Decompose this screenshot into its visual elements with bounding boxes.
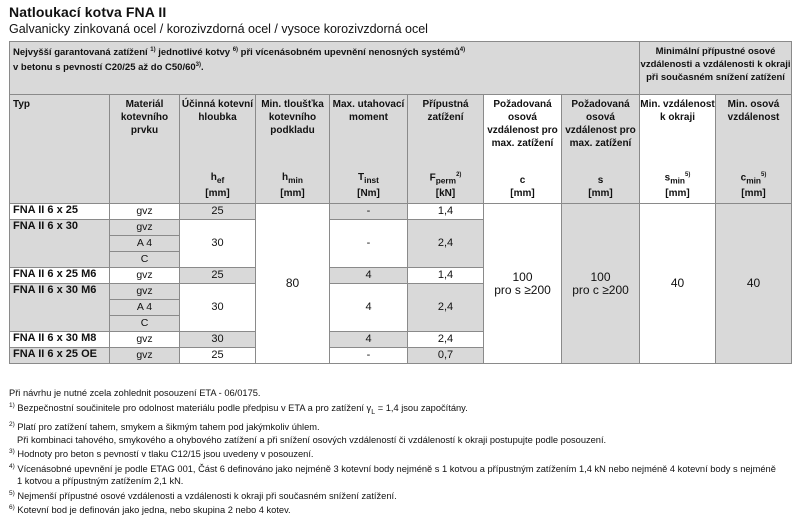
- row-fperm: 1,4: [408, 204, 484, 220]
- note-1: $^{1)}$ Bezpečnostní součinitele pro odolnost materiálu podle předpisu v ETA a pro zatížení $\gamma_L = 1,4$ jsou započítány.: [9, 401, 468, 416]
- cell-smin: 40: [640, 204, 716, 364]
- row-material: C: [110, 252, 180, 268]
- spec-table: [9, 41, 792, 364]
- row-fperm: 0,7: [408, 348, 484, 364]
- row-material: gvz: [110, 284, 180, 300]
- cell-c: 100 pro s ≥200: [484, 204, 562, 364]
- col-header-tinst: Max. utahovací moment $T_{inst}$ [Nm]: [330, 95, 408, 204]
- row-hef: 30: [180, 220, 256, 268]
- footnotes: [9, 387, 791, 517]
- note-4: $^{4)}$ Vícenásobné upevnění je podle ETAG 001, Část 6 definováno jako nejméně 3 kotevní body nejméně s 1 kotvou a přípustným zatížením 1,4 kN nebo nejméně 4 kotevní body s nejméně: [9, 462, 776, 474]
- row-material: gvz: [110, 332, 180, 348]
- row-type: FNA II 6 x 30: [10, 220, 110, 268]
- col-header-typ: Typ: [10, 95, 110, 204]
- note-4b: 1 kotvou a přípustným zatížením 2,1 kN.: [17, 476, 184, 487]
- col-header-hmin: Min. tloušťka kotevního podkladu $h_{min}$ [mm]: [256, 95, 330, 204]
- row-tinst: 4: [330, 332, 408, 348]
- col-header-c: Požadovaná osová vzdálenost pro max. zatížení c [mm]: [484, 95, 562, 204]
- col-header-material: Materiál kotevního prvku: [110, 95, 180, 204]
- row-material: gvz: [110, 204, 180, 220]
- row-tinst: 4: [330, 284, 408, 332]
- row-type: FNA II 6 x 25: [10, 204, 110, 220]
- col-header-fperm: Přípustná zatížení $F_{perm}^{2)}$ [kN]: [408, 95, 484, 204]
- row-hef: 30: [180, 284, 256, 332]
- note-5: $^{5)}$ Nejmenší přípustné osové vzdálenosti a vzdálenosti k okraji při současném snížení zatížení.: [9, 489, 397, 501]
- row-hef: 25: [180, 204, 256, 220]
- row-material: A 4: [110, 236, 180, 252]
- group-header-min-distances: Minimální přípustné osové vzdálenosti a vzdálenosti k okraji při současném snížení zatížení: [640, 42, 792, 95]
- cell-hmin: 80: [256, 204, 330, 364]
- row-hef: 30: [180, 332, 256, 348]
- row-fperm: 2,4: [408, 220, 484, 268]
- row-material: C: [110, 316, 180, 332]
- row-type: FNA II 6 x 25 M6: [10, 268, 110, 284]
- row-type: FNA II 6 x 30 M6: [10, 284, 110, 332]
- row-tinst: -: [330, 204, 408, 220]
- col-header-smin: Min. vzdálenost k okraji $s_{min}^{5)}$ [mm]: [640, 95, 716, 204]
- note-2b: Při kombinaci tahového, smykového a ohybového zatížení a při snížení osových vzdáleností či vzdáleností k okraji postupujte podle posouzení.: [17, 434, 607, 445]
- note-6: $^{6)}$ Kotevní bod je definován jako jedna, nebo skupina 2 nebo 4 kotev.: [9, 504, 291, 516]
- note-2: $^{2)}$ Platí pro zatížení tahem, smykem a šikmým tahem pod jakýmkoliv úhlem.: [9, 420, 320, 433]
- page-subtitle: Galvanicky zinkovaná ocel / korozivzdorná ocel / vysoce korozivzdorná ocel: [9, 22, 428, 36]
- col-header-hef: Účinná kotevní hloubka $h_{ef}$ [mm]: [180, 95, 256, 204]
- note-intro: Při návrhu je nutné zcela zohlednit posouzení ETA - 06/0175.: [9, 388, 261, 398]
- cell-cmin: 40: [716, 204, 792, 364]
- row-tinst: -: [330, 220, 408, 268]
- row-material: gvz: [110, 268, 180, 284]
- row-tinst: -: [330, 348, 408, 364]
- cell-s: 100 pro c ≥200: [562, 204, 640, 364]
- row-fperm: 2,4: [408, 332, 484, 348]
- table-row: [10, 204, 792, 220]
- row-material: A 4: [110, 300, 180, 316]
- row-hef: 25: [180, 348, 256, 364]
- col-header-s: Požadovaná osová vzdálenost pro max. zatížení s [mm]: [562, 95, 640, 204]
- row-material: gvz: [110, 348, 180, 364]
- page-title: Natloukací kotva FNA II: [9, 4, 167, 20]
- row-fperm: 2,4: [408, 284, 484, 332]
- group-header-load: Nejvyšší garantovaná zatížení $^{1)}$ jednotlivé kotvy $^{6)}$ při vícenásobném upevnění nenosných systémů$^{4)}$ v betonu s pevností C20/25 až do C50/60$^{3)}$.: [10, 42, 640, 95]
- row-hef: 25: [180, 268, 256, 284]
- row-type: FNA II 6 x 25 OE: [10, 348, 110, 364]
- row-fperm: 1,4: [408, 268, 484, 284]
- row-tinst: 4: [330, 268, 408, 284]
- col-header-cmin: Min. osová vzdálenost $c_{min}^{5)}$ [mm]: [716, 95, 792, 204]
- row-type: FNA II 6 x 30 M8: [10, 332, 110, 348]
- note-3: $^{3)}$ Hodnoty pro beton s pevností v tlaku C12/15 jsou uvedeny v posouzení.: [9, 448, 314, 460]
- row-material: gvz: [110, 220, 180, 236]
